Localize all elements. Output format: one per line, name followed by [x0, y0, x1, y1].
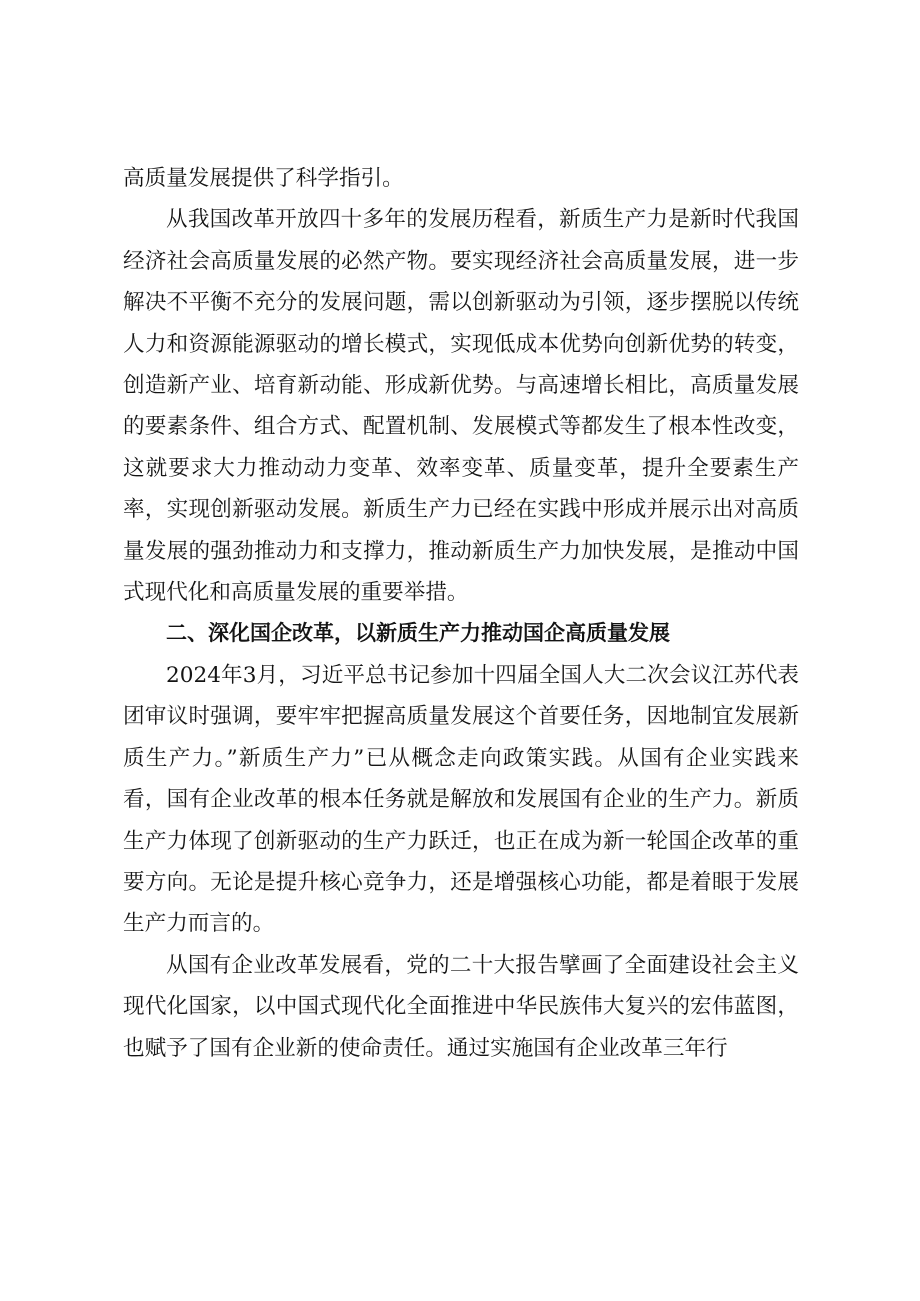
paragraph-2024-march: 2024年3月，习近平总书记参加十四届全国人大二次会议江苏代表团审议时强调，要牢牢把握高质量发展这个首要任务，因地制宜发展新质生产力。”新质生产力”已从概念走向政策实践。从国有企业实践来看，国有企业改革的根本任务就是解放和发展国有企业的生产力。新质生产力体现了创新驱动的生产力跃迁，也正在成为新一轮国企改革的重要方向。无论是提升核心竞争力，还是增强核心功能，都是着眼于发展生产力而言的。	[123, 662, 799, 937]
paragraph-continued: 高质量发展提供了科学指引。	[123, 166, 404, 191]
paragraph-new-productivity-origin: 从我国改革开放四十多年的发展历程看，新质生产力是新时代我国经济社会高质量发展的必然产物。要实现经济社会高质量发展，进一步解决不平衡不充分的发展问题，需以创新驱动为引领，逐步摆脱以传统人力和资源能源驱动的增长模式，实现低成本优势向创新优势的转变，创造新产业、培育新动能、形成新优势。与高速增长相比，高质量发展的要素条件、组合方式、配置机制、发展模式等都发生了根本性改变，这就要求大力推动动力变革、效率变革、质量变革，提升全要素生产率，实现创新驱动发展。新质生产力已经在实践中形成并展示出对高质量发展的强劲推动力和支撑力，推动新质生产力加快发展，是推动中国式现代化和高质量发展的重要举措。	[123, 207, 799, 606]
section-heading-2: 二、深化国企改革，以新质生产力推动国企高质量发展	[166, 621, 670, 646]
paragraph-soe-reform: 从国有企业改革发展看，党的二十大报告擘画了全面建设社会主义现代化国家，以中国式现代化全面推进中华民族伟大复兴的宏伟蓝图，也赋予了国有企业新的使命责任。通过实施国有企业改革三年行	[123, 952, 799, 1061]
document-body	[123, 158, 799, 1069]
